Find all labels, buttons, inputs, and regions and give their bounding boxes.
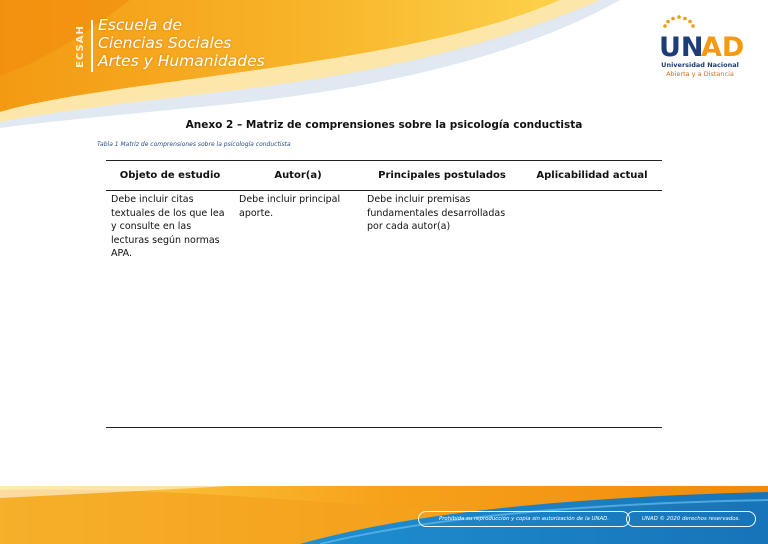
unad-logo-mark xyxy=(655,14,745,64)
logo-wordmark-ad: AD xyxy=(701,32,745,63)
document-title: Anexo 2 – Matriz de comprensiones sobre la psicología conductista xyxy=(185,119,583,131)
acronym-vertical xyxy=(70,20,90,72)
header-principales-postulados: Principales postulados xyxy=(378,170,506,181)
school-line-3: Artes y Humanidades xyxy=(98,52,265,70)
cell-principales-postulados: Debe incluir premisas fundamentales desarrolladas por cada autor(a) xyxy=(367,194,506,232)
logo-line-2: Abierta y a Distancia xyxy=(666,70,734,78)
table-row xyxy=(106,191,662,261)
header-objeto-de-estudio: Objeto de estudio xyxy=(119,170,221,181)
acronym-text: ECSAH xyxy=(74,24,86,68)
cell-autor: Debe incluir principal aporte. xyxy=(239,194,341,219)
table-caption: Tabla 1 Matriz de comprensiones sobre la psicología conductista xyxy=(97,141,291,148)
header-divider xyxy=(91,20,93,72)
matrix-header-row xyxy=(106,161,662,191)
footer-copyright: UNAD © 2020 derechos reservados. xyxy=(626,511,756,527)
header-autor: Autor(a) xyxy=(274,170,322,181)
footer-notice: Prohibida su reproducción y copia sin autorización de la UNAD. xyxy=(418,511,630,527)
logo-line-1: Universidad Nacional xyxy=(661,61,739,69)
unad-logo xyxy=(655,14,745,84)
school-line-2: Ciencias Sociales xyxy=(98,34,232,52)
cell-aplicabilidad-actual xyxy=(522,193,662,261)
cell-objeto-de-estudio: Debe incluir citas textuales de los que lea y consulte en las lecturas según normas APA. xyxy=(111,194,225,259)
school-line-1: Escuela de xyxy=(98,16,182,34)
logo-wordmark-un: UN xyxy=(659,32,704,63)
comprehension-matrix xyxy=(106,160,662,428)
school-name xyxy=(98,16,265,70)
header-aplicabilidad-actual: Aplicabilidad actual xyxy=(536,170,648,181)
